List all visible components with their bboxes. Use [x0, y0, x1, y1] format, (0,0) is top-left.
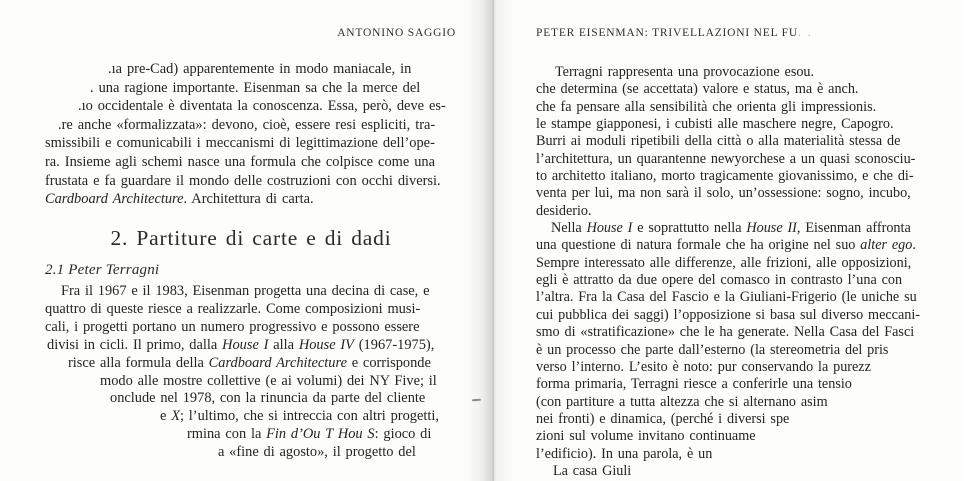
text-line: .re anche «formalizzata»: devono, cioè, essere resi espliciti, tra- [58, 116, 436, 133]
text-line: che determina (se accettata) valore e status, ma è anch. [536, 81, 859, 98]
text-line: (con partiture a tutta altezza che si alternano asim [536, 393, 828, 410]
left-paragraph-2 [45, 283, 465, 462]
running-header-chapter-text: PETER EISENMAN: TRIVELLAZIONI NEL FU [536, 27, 798, 39]
text-line: La casa Giuli [553, 462, 632, 479]
text-line: l’altra. Fra la Casa del Fascio e la Giuliani-Frigerio (le uniche su [536, 289, 917, 306]
text-line: divisi in cicli. Il primo, dalla House I alla House IV (1967-1975), [47, 336, 435, 353]
text-line: una questione di natura formale che ha origine nel suo alter ego. [536, 237, 916, 254]
text-line: frustata e fa guardare il mondo delle costruzioni con occhi diversi. [45, 172, 441, 189]
running-header-author: ANTONINO SAGGIO [337, 27, 456, 39]
text-line: Sempre interessato alle differenze, alle frizioni, alle opposizioni, [536, 254, 912, 271]
left-paragraph-1 [45, 60, 465, 209]
text-line: l’edificio). In una parola, è un [536, 445, 713, 462]
text-line: Nella House I e soprattutto nella House II, Eisenman affronta [551, 220, 911, 237]
text-line: a «fine di agosto», il progetto del [218, 444, 416, 461]
text-line: rmina con la Fin d’Ou T Hou S: gioco di [187, 426, 432, 443]
text-line: zioni sul volume invitano continuame [536, 428, 756, 445]
text-line: Burri ai moduli ripetibili della città o alla materialità stessa de [536, 133, 901, 150]
text-line: forma primaria, Terragni riesce a conferirle una tensio [536, 376, 852, 393]
subsection-heading: 2.1 Peter Terragni [45, 262, 160, 278]
text-line: ra. Insieme agli schemi nasce una formula che colpisce come una [45, 153, 435, 170]
text-line: Fra il 1967 e il 1983, Eisenman progetta una decina di case, e [61, 283, 430, 299]
text-line: verso l’interno. L’esito è noto: pur conservando la purezz [536, 358, 871, 375]
text-line: onclude nel 1978, con la rinuncia da parte del cliente [110, 390, 426, 407]
text-line: venta per lui, ma non sarà il solo, un’ossessione: sogno, incubo, [536, 185, 911, 202]
running-header-chapter [536, 27, 813, 39]
text-line: l’architettura, un quarantenne newyorchese a un quasi sconosciu- [536, 150, 916, 167]
section-heading: 2. Partiture di carte e di dadi [110, 226, 392, 250]
text-line: e X; l’ultimo, che si intreccia con altri progetti, [160, 408, 439, 425]
text-line: smissibili e comunicabili i meccanismi di legittimazione dell’ope- [45, 135, 435, 152]
text-line: cali, i progetti portano un numero progressivo e possono essere [45, 318, 420, 335]
text-line: Cardboard Architecture. Architettura di carta. [45, 191, 314, 208]
text-line: modo alle mostre collettive (e ai volumi) dei NY Five; il [100, 372, 437, 389]
text-line: egli è attratto da due opere del comasco in contrasto l’una con [536, 272, 903, 289]
running-header-fade-fragment: . . [797, 27, 813, 39]
text-line: desiderio. [536, 202, 592, 219]
text-line: quattro di queste riesce a realizzarle. Come composizioni musi- [45, 300, 421, 317]
text-line: smo di «stratificazione» che le ha generate. Nella Casa del Fasci [536, 324, 915, 341]
text-line: cui pubblica dei saggi) l’opposizione si basa sul diverso meccani- [536, 306, 921, 323]
text-line: . una ragione importante. Eisenman sa che la merce del [90, 79, 421, 96]
text-line: nei fronti) e dinamica, (perché i diversi spe [536, 410, 790, 427]
text-line: è un processo che parte dall’esterno (la stereometria del pris [536, 341, 889, 358]
text-line: .ıa pre-Cad) apparentemente in modo maniacale, in [108, 61, 412, 77]
text-line: le stampe giapponesi, i cubisti alle maschere negre, Capogro. [536, 116, 894, 133]
right-page [485, 0, 970, 481]
text-line: che fa pensare alla sensibilità che orienta gli impressionis. [536, 98, 877, 115]
right-body-text [536, 64, 970, 480]
text-line: to architetto italiano, morto tragicamente giovanissimo, e che di- [536, 168, 914, 185]
text-line: Terragni rappresenta una provocazione esou. [555, 64, 815, 80]
text-line: .ıo occidentale è diventata la conoscenza. Essa, però, deve es- [78, 98, 446, 115]
text-line: risce alla formula della Cardboard Architecture e corrisponde [68, 354, 431, 371]
